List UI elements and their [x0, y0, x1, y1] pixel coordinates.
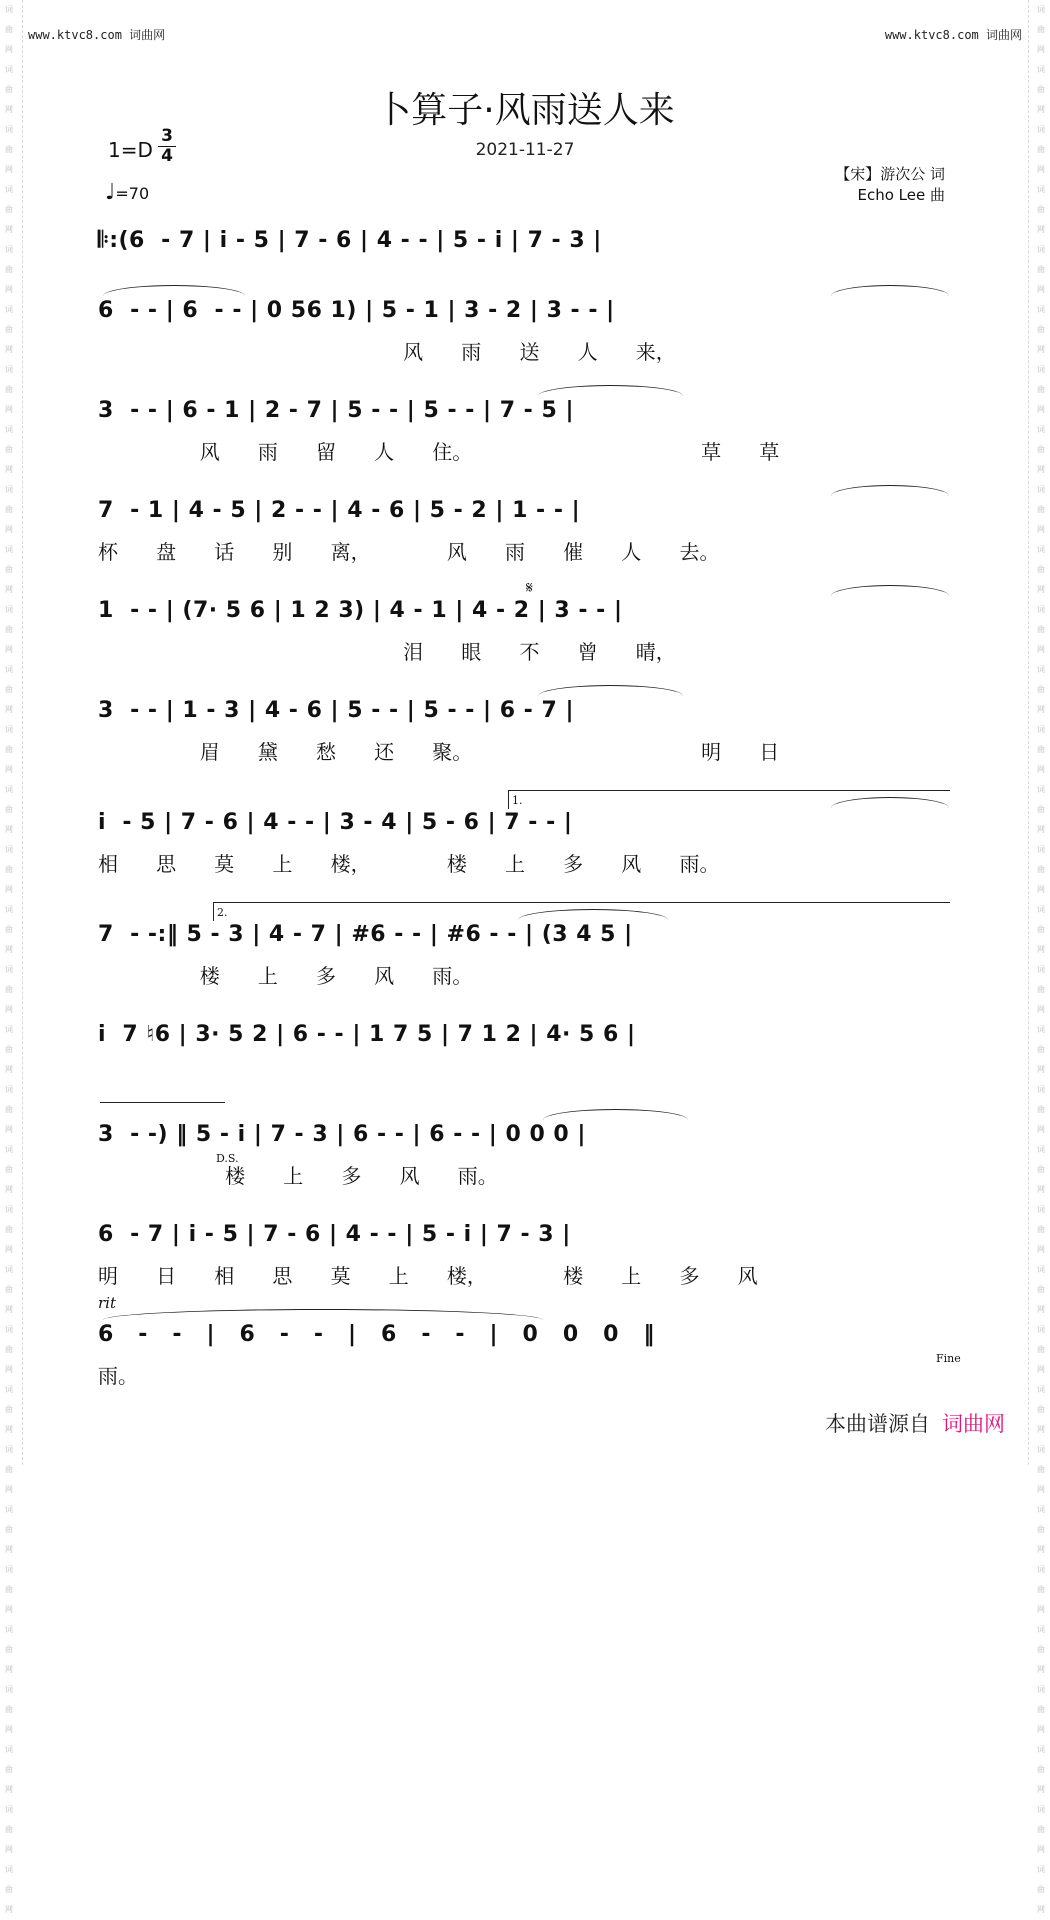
- score-row-lyrics: 眉 黛 愁 还 聚。 明 日: [98, 740, 780, 764]
- source-footer: [825, 1408, 1005, 1438]
- tie-arc: [103, 1309, 543, 1320]
- score-row-lyrics: 风 雨 送 人 来，: [98, 340, 676, 364]
- composer-credit: Echo Lee 曲: [857, 186, 945, 204]
- volta-1-label: 1.: [512, 794, 523, 807]
- source-brand-link[interactable]: 词曲网: [942, 1412, 1005, 1436]
- score-row-notes: 1 - - | (7· 5 6 | 1 2 3) | 4 - 1 | 4 - 2 | 3 - - |: [98, 598, 623, 623]
- time-signature: [158, 127, 176, 166]
- tie-arc: [831, 585, 949, 596]
- score-row-lyrics: 明 日 相 思 莫 上 楼， 楼 上 多 风: [98, 1264, 758, 1288]
- fine-mark: Fine: [936, 1352, 961, 1365]
- score-row-notes: i 7 ♮6 | 3· 5 2 | 6 - - | 1 7 5 | 7 1 2 | 4· 5 6 |: [98, 1022, 636, 1047]
- score-row-lyrics: 相 思 莫 上 楼， 楼 上 多 风 雨。: [98, 852, 720, 876]
- score-row-notes: 6 - 7 | i - 5 | 7 - 6 | 4 - - | 5 - i | 7 - 3 |: [98, 1222, 571, 1247]
- score-row-lyrics: 杯 盘 话 别 离， 风 雨 催 人 去。: [98, 540, 720, 564]
- score-row-notes: 7 - -:‖ 5 - 3 | 4 - 7 | #6 - - | #6 - - | (3 4 5 |: [98, 922, 633, 947]
- intro-end-line: [100, 1102, 225, 1121]
- score-row-notes: 𝄆:(6 - 7 | i - 5 | 7 - 6 | 4 - - | 5 - i | 7 - 3 |: [98, 228, 602, 253]
- site-header-left: www.ktvc8.com 词曲网: [28, 28, 166, 42]
- score-row-notes: 3 - -) ‖ 5 - i | 7 - 3 | 6 - - | 6 - - | 0 0 0 |: [98, 1122, 586, 1147]
- score-row-lyrics: 楼 上 多 风 雨。: [98, 1164, 498, 1188]
- left-guide-line: [22, 0, 23, 1465]
- tie-arc: [543, 1109, 688, 1120]
- score-row-notes: 6 - - | 6 - - | 0 56 1) | 5 - 1 | 3 - 2 | 3 - - |: [98, 298, 615, 323]
- time-signature-top: 3: [161, 126, 173, 146]
- score-row-notes: 3 - - | 6 - 1 | 2 - 7 | 5 - - | 5 - - | 7 - 5 |: [98, 398, 574, 423]
- right-guide-line: [1028, 0, 1029, 1465]
- song-title: 卜算子·风雨送人来: [375, 90, 675, 131]
- tie-arc: [538, 685, 683, 696]
- tempo-value: =70: [115, 184, 150, 203]
- volta-2-label: 2.: [217, 906, 228, 919]
- key-signature: 1=D: [108, 138, 153, 162]
- score-row-lyrics: 雨。: [98, 1364, 138, 1388]
- score-row-notes: 3 - - | 1 - 3 | 4 - 6 | 5 - - | 5 - - | 6 - 7 |: [98, 698, 574, 723]
- tie-arc: [831, 285, 949, 296]
- source-label: 本曲谱源自: [825, 1412, 930, 1436]
- score-row-lyrics: 楼 上 多 风 雨。: [98, 964, 473, 988]
- score-row-lyrics: 泪 眼 不 曾 晴，: [98, 640, 676, 664]
- segno-mark: 𝄋: [526, 578, 533, 597]
- score-row-lyrics: 风 雨 留 人 住。 草 草: [98, 440, 780, 464]
- tie-arc: [103, 285, 245, 296]
- tie-arc: [831, 485, 949, 496]
- ds-mark: D.S.: [216, 1152, 239, 1165]
- song-date: 2021-11-27: [475, 140, 575, 160]
- tempo-marking: [105, 180, 149, 205]
- side-watermark-left: 词 曲 网 词 曲 网 词 曲 网 词 曲 网 词 曲 网 词 曲 网 词 曲 网 词 曲 网 词 曲 网 词 曲 网 词 曲 网 词 曲 网 词 曲 网 词 曲 网 词 曲 网 词 曲 网 词 曲 网 词 曲 网 词 曲 网 词 曲 网 词 曲 网 词 曲 网 词 曲 网 词 曲 网 词 曲 网 词 曲 网 词 曲 网 词 曲 网 词 曲 网 词 曲 网 词 曲 网 词 曲 网: [5, 5, 13, 1914]
- side-watermark-right: 词 曲 网 词 曲 网 词 曲 网 词 曲 网 词 曲 网 词 曲 网 词 曲 网 词 曲 网 词 曲 网 词 曲 网 词 曲 网 词 曲 网 词 曲 网 词 曲 网 词 曲 网 词 曲 网 词 曲 网 词 曲 网 词 曲 网 词 曲 网 词 曲 网 词 曲 网 词 曲 网 词 曲 网 词 曲 网 词 曲 网 词 曲 网 词 曲 网 词 曲 网 词 曲 网 词 曲 网 词 曲 网: [1037, 5, 1045, 1914]
- rit-mark: rit: [98, 1294, 116, 1312]
- score-row-notes: 7 - 1 | 4 - 5 | 2 - - | 4 - 6 | 5 - 2 | 1 - - |: [98, 498, 581, 523]
- score-row-notes: 6 - - | 6 - - | 6 - - | 0 0 0 ‖: [98, 1322, 655, 1347]
- site-header-right: www.ktvc8.com 词曲网: [884, 28, 1022, 42]
- quarter-note-icon: ♩: [105, 180, 116, 205]
- tie-arc: [538, 385, 683, 396]
- time-signature-bottom: 4: [158, 146, 176, 166]
- score-row-notes: i - 5 | 7 - 6 | 4 - - | 3 - 4 | 5 - 6 | 7 - - |: [98, 810, 573, 835]
- lyricist-credit: 【宋】游次公 词: [835, 165, 945, 183]
